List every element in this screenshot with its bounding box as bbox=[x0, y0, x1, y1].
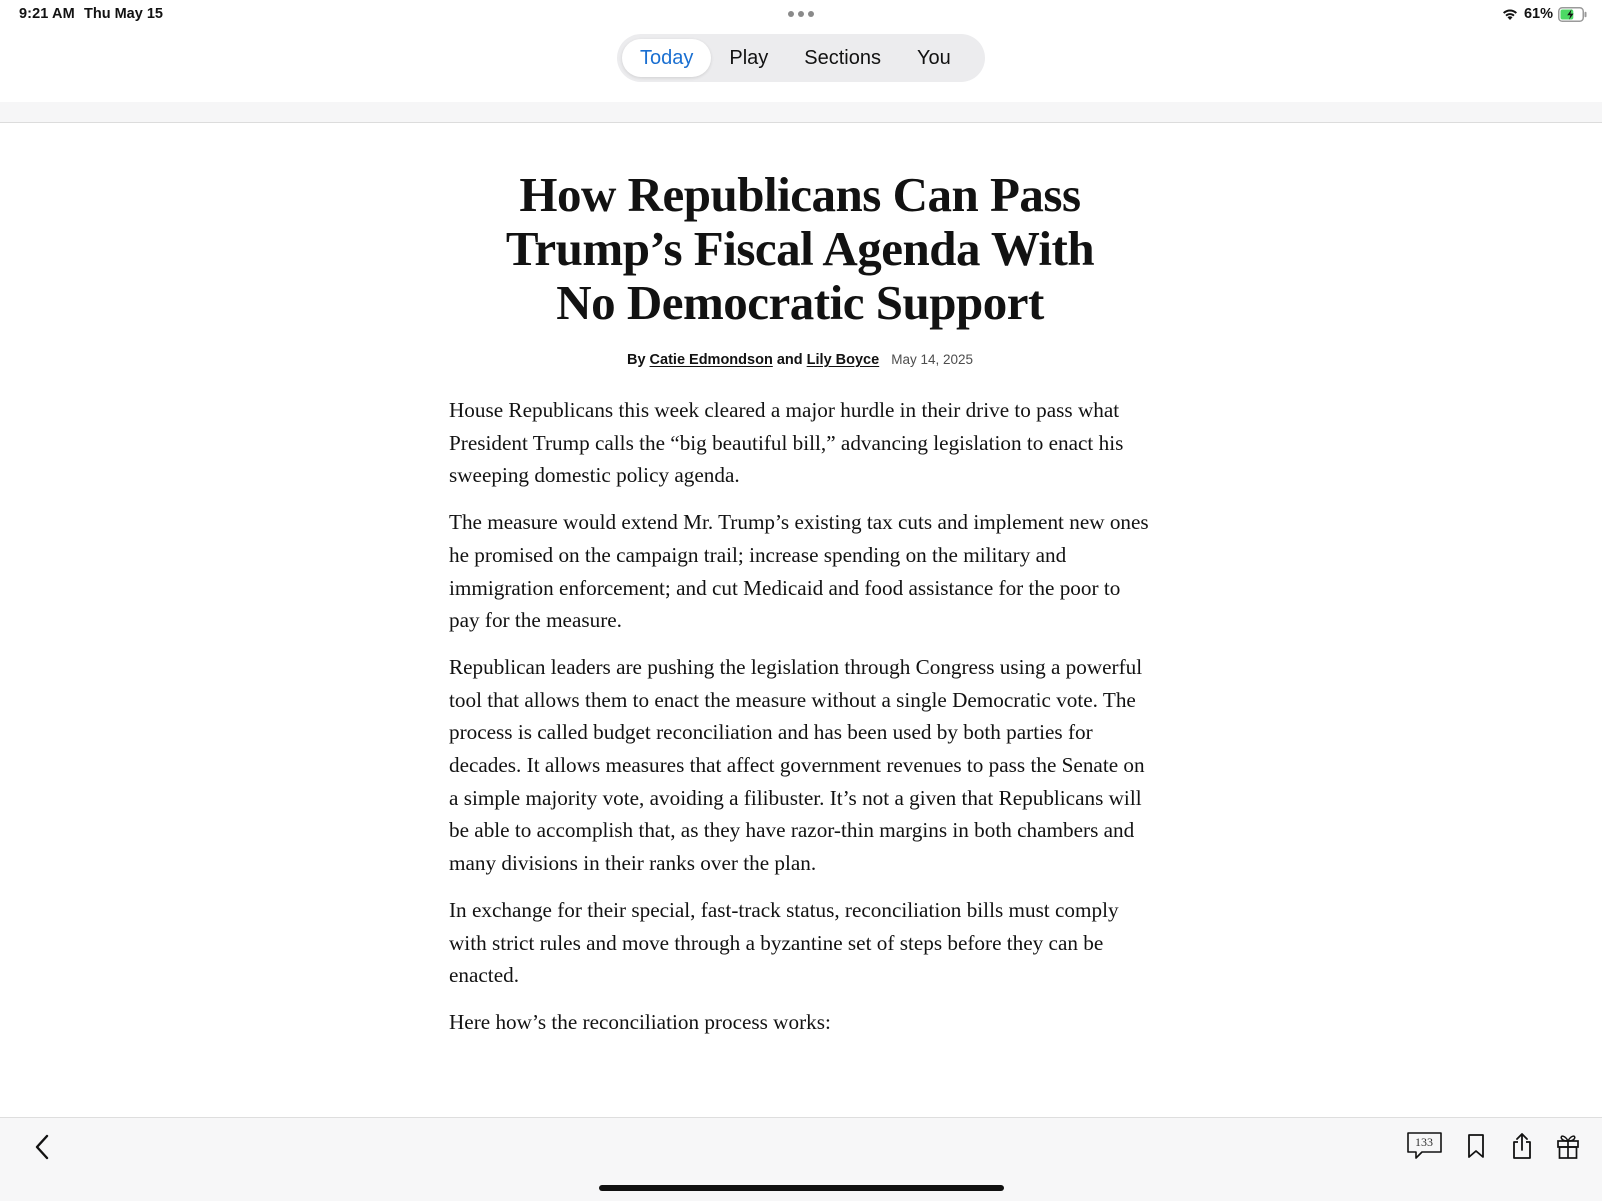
back-icon bbox=[34, 1134, 50, 1160]
byline-conjunction: and bbox=[776, 352, 803, 368]
tab-today[interactable]: Today bbox=[622, 39, 711, 77]
share-button[interactable] bbox=[1508, 1131, 1536, 1161]
wifi-icon bbox=[1501, 7, 1519, 21]
article-body bbox=[449, 394, 1151, 1039]
status-time: 9:21 AM bbox=[19, 6, 75, 22]
status-indicators bbox=[1501, 4, 1588, 24]
battery-charging-icon bbox=[1558, 7, 1588, 22]
section-tab-bar bbox=[617, 34, 985, 82]
author-link-catie-edmondson[interactable]: Catie Edmondson bbox=[649, 352, 773, 368]
article-paragraph: In exchange for their special, fast-track status, reconciliation bills must comply with strict rules and move through a byzantine set of steps before they can be enacted. bbox=[449, 897, 1119, 988]
article-paragraph: House Republicans this week cleared a major hurdle in their drive to pass what President Trump calls the “big beautiful bill,” advancing legislation to enact his sweeping domestic policy agenda. bbox=[449, 398, 1124, 488]
headline-line: How Republicans Can Pass bbox=[519, 167, 1081, 222]
gift-icon bbox=[1556, 1132, 1580, 1160]
publish-date: May 14, 2025 bbox=[891, 352, 974, 367]
back-button[interactable] bbox=[28, 1132, 56, 1162]
comments-button[interactable] bbox=[1406, 1131, 1444, 1161]
tab-play[interactable]: Play bbox=[729, 46, 769, 69]
bookmark-icon bbox=[1467, 1133, 1485, 1159]
gift-article-button[interactable] bbox=[1554, 1131, 1582, 1161]
article bbox=[449, 168, 1151, 1053]
status-date: Thu May 15 bbox=[84, 6, 163, 22]
tab-sections[interactable]: Sections bbox=[804, 46, 881, 69]
toolbar-actions bbox=[1406, 1130, 1582, 1162]
share-icon bbox=[1511, 1132, 1533, 1160]
article-paragraph: The measure would extend Mr. Trump’s existing tax cuts and implement new ones he promised on the campaign trail; increase spending on the military and immigration enforcement; and cut Medicaid and food assistance for the poor to pay for the measure. bbox=[449, 510, 1149, 633]
comment-count: 133 bbox=[1415, 1135, 1433, 1149]
header-divider bbox=[0, 102, 1602, 123]
status-bar bbox=[0, 0, 1602, 30]
article-paragraph: Here how’s the reconciliation process works: bbox=[449, 1009, 831, 1034]
bookmark-button[interactable] bbox=[1462, 1131, 1490, 1161]
tab-you[interactable]: You bbox=[917, 46, 951, 69]
home-indicator[interactable] bbox=[599, 1185, 1004, 1191]
author-link-lily-boyce[interactable]: Lily Boyce bbox=[806, 352, 880, 368]
byline bbox=[449, 352, 1151, 368]
headline-line: No Democratic Support bbox=[556, 275, 1044, 330]
article-headline bbox=[490, 168, 1110, 330]
multitasking-dots-icon[interactable] bbox=[786, 8, 816, 20]
headline-line: Trump’s Fiscal Agenda With bbox=[505, 221, 1095, 276]
battery-percent: 61% bbox=[1523, 6, 1553, 22]
article-paragraph: Republican leaders are pushing the legislation through Congress using a powerful tool that allows them to enact the measure without a single Democratic vote. The process is called budget reconciliation and has been used by both parties for decades. It allows measures that affect government revenues to pass the Senate on a simple majority vote, avoiding a filibuster. It’s not a given that Republicans will be able to accomplish that, as they have razor-thin margins in both chambers and many divisions in their ranks over the plan. bbox=[449, 654, 1145, 876]
byline-prefix: By bbox=[626, 352, 646, 368]
